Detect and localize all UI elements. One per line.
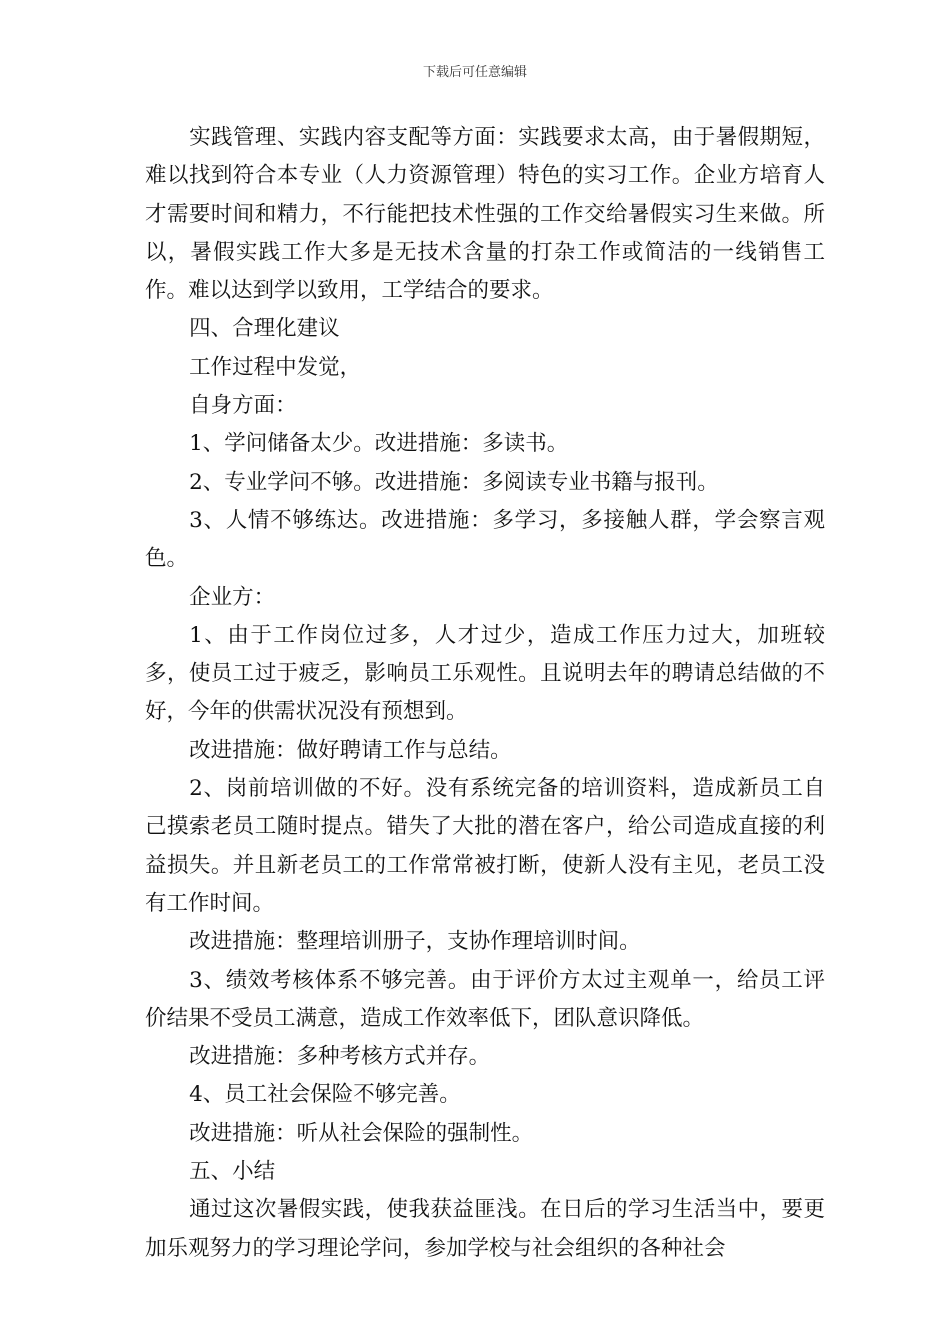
list-item-enterprise-4: 4、员工社会保险不够完善。 — [189, 1082, 461, 1108]
paragraph-practice-management: 实践管理、实践内容支配等方面：实践要求太高，由于暑假期短，难以找到符合本专业（人力资源管理）特色的实习工作。企业方培育人才需要时间和精力，不行能把技术性强的工作交给暑假实习生来做。所以，暑假实践工作大多是无技术含量的打杂工作或简洁的一线销售工作。难以达到学以致用，工学结合的要求。 — [145, 125, 825, 304]
document-body — [145, 119, 825, 1268]
subheading-self: 自身方面： — [189, 393, 297, 419]
paragraph-work-finding: 工作过程中发觉， — [189, 354, 362, 380]
page-header: 下载后可任意编辑 — [422, 65, 527, 80]
list-item-self-1: 1、学问储备太少。改进措施：多读书。 — [189, 431, 569, 457]
measure-enterprise-2: 改进措施：整理培训册子，支协作理培训时间。 — [189, 929, 641, 955]
list-item-self-3: 3、人情不够练达。改进措施：多学习，多接触人群，学会察言观色。 — [145, 507, 825, 572]
section-heading-suggestions: 四、合理化建议 — [189, 316, 340, 342]
list-item-enterprise-2: 2、岗前培训做的不好。没有系统完备的培训资料，造成新员工自己摸索老员工随时提点。错失了大批的潜在客户，给公司造成直接的利益损失。并且新老员工的工作常常被打断，使新人没有主见，老员工没有工作时间。 — [145, 776, 825, 916]
list-item-enterprise-1: 1、由于工作岗位过多，人才过少，造成工作压力过大，加班较多，使员工过于疲乏，影响员工乐观性。且说明去年的聘请总结做的不好，今年的供需状况没有预想到。 — [145, 622, 825, 725]
measure-enterprise-1: 改进措施：做好聘请工作与总结。 — [189, 737, 512, 763]
section-heading-summary: 五、小结 — [189, 1159, 276, 1185]
measure-enterprise-4: 改进措施：听从社会保险的强制性。 — [189, 1120, 534, 1146]
measure-enterprise-3: 改进措施：多种考核方式并存。 — [189, 1044, 491, 1070]
paragraph-summary: 通过这次暑假实践，使我获益匪浅。在日后的学习生活当中，要更加乐观努力的学习理论学问，参加学校与社会组织的各种社会 — [145, 1197, 825, 1261]
list-item-self-2: 2、专业学问不够。改进措施：多阅读专业书籍与报刊。 — [189, 469, 719, 495]
list-item-enterprise-3: 3、绩效考核体系不够完善。由于评价方太过主观单一，给员工评价结果不受员工满意，造成工作效率低下，团队意识降低。 — [145, 967, 825, 1031]
subheading-enterprise: 企业方： — [189, 584, 276, 610]
